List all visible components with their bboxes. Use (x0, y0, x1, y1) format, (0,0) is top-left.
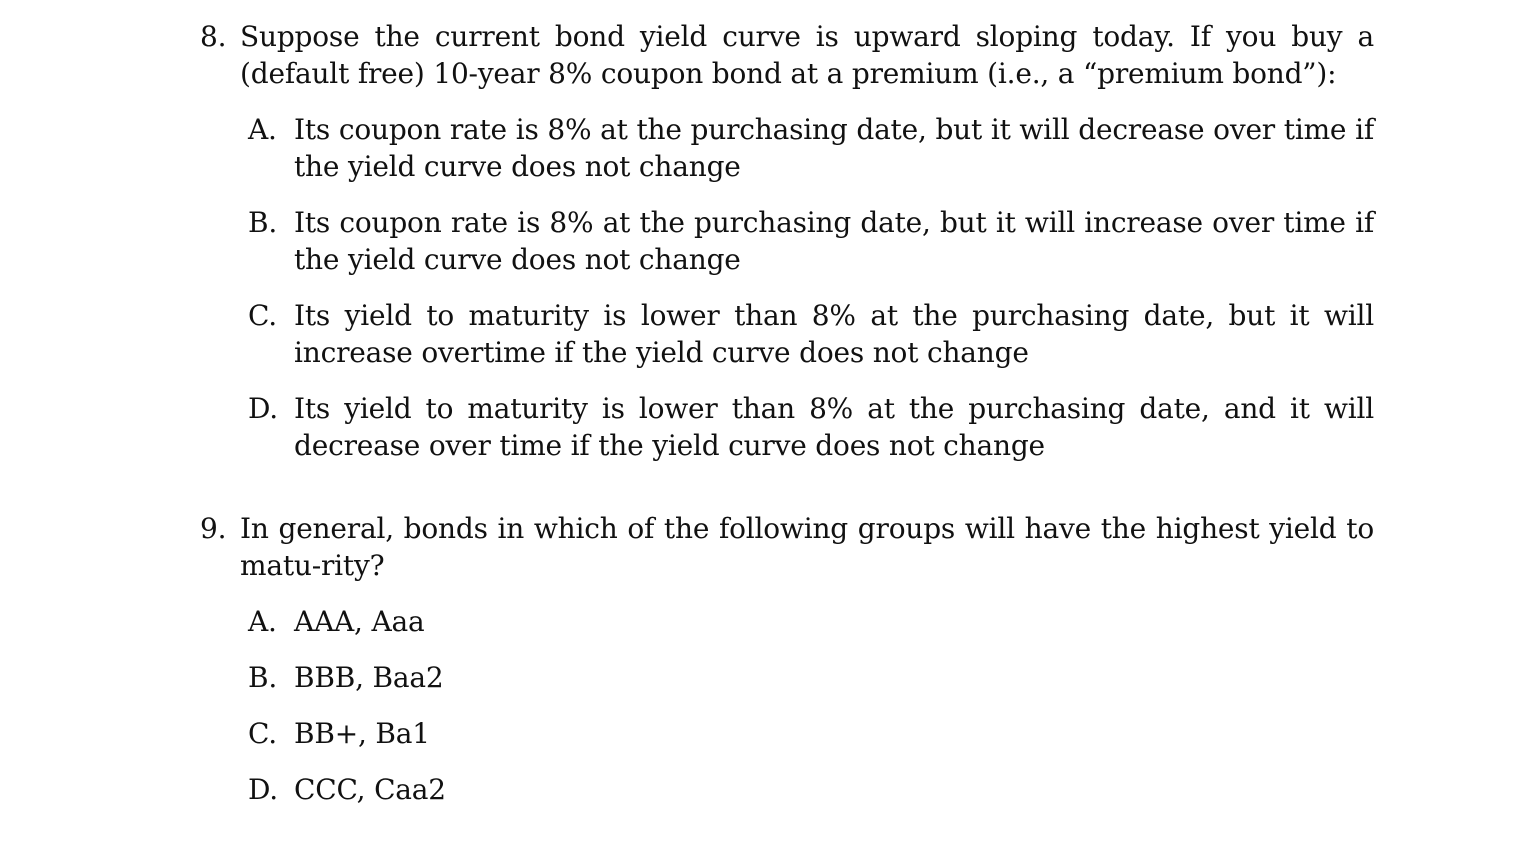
question-number: 9. (200, 512, 227, 545)
option-letter: B. (248, 661, 278, 694)
option-text: BB+, Ba1 (294, 717, 430, 750)
option-list (248, 603, 1374, 808)
option-text: Its coupon rate is 8% at the purchasing date, but it will increase over time if the yield curve does not change (294, 206, 1374, 276)
question-number: 8. (200, 20, 227, 53)
question-text: Suppose the current bond yield curve is upward sloping today. If you buy a (default free) 10-year 8% coupon bond at a premium (i.e., a “premium bond”): (240, 20, 1374, 90)
option-text: Its yield to maturity is lower than 8% at the purchasing date, but it will increase overtime if the yield curve does not change (294, 299, 1374, 369)
option-d (248, 390, 1374, 464)
option-b (248, 204, 1374, 278)
option-text: CCC, Caa2 (294, 773, 446, 806)
option-list (248, 111, 1374, 464)
option-letter: C. (248, 717, 277, 750)
option-text: Its yield to maturity is lower than 8% at the purchasing date, and it will decrease over time if the yield curve does not change (294, 392, 1374, 462)
option-c (248, 715, 1374, 752)
option-letter: B. (248, 206, 278, 239)
question-text: In general, bonds in which of the following groups will have the highest yield to matu-rity? (240, 512, 1374, 582)
option-a (248, 603, 1374, 640)
question-9 (200, 510, 1374, 827)
option-letter: D. (248, 773, 278, 806)
question-8 (200, 18, 1374, 483)
option-a (248, 111, 1374, 185)
option-text: Its coupon rate is 8% at the purchasing date, but it will decrease over time if the yield curve does not change (294, 113, 1374, 183)
option-letter: D. (248, 392, 278, 425)
option-c (248, 297, 1374, 371)
option-d (248, 771, 1374, 808)
option-b (248, 659, 1374, 696)
option-letter: C. (248, 299, 277, 332)
option-text: AAA, Aaa (294, 605, 425, 638)
option-letter: A. (248, 605, 277, 638)
option-letter: A. (248, 113, 277, 146)
option-text: BBB, Baa2 (294, 661, 444, 694)
